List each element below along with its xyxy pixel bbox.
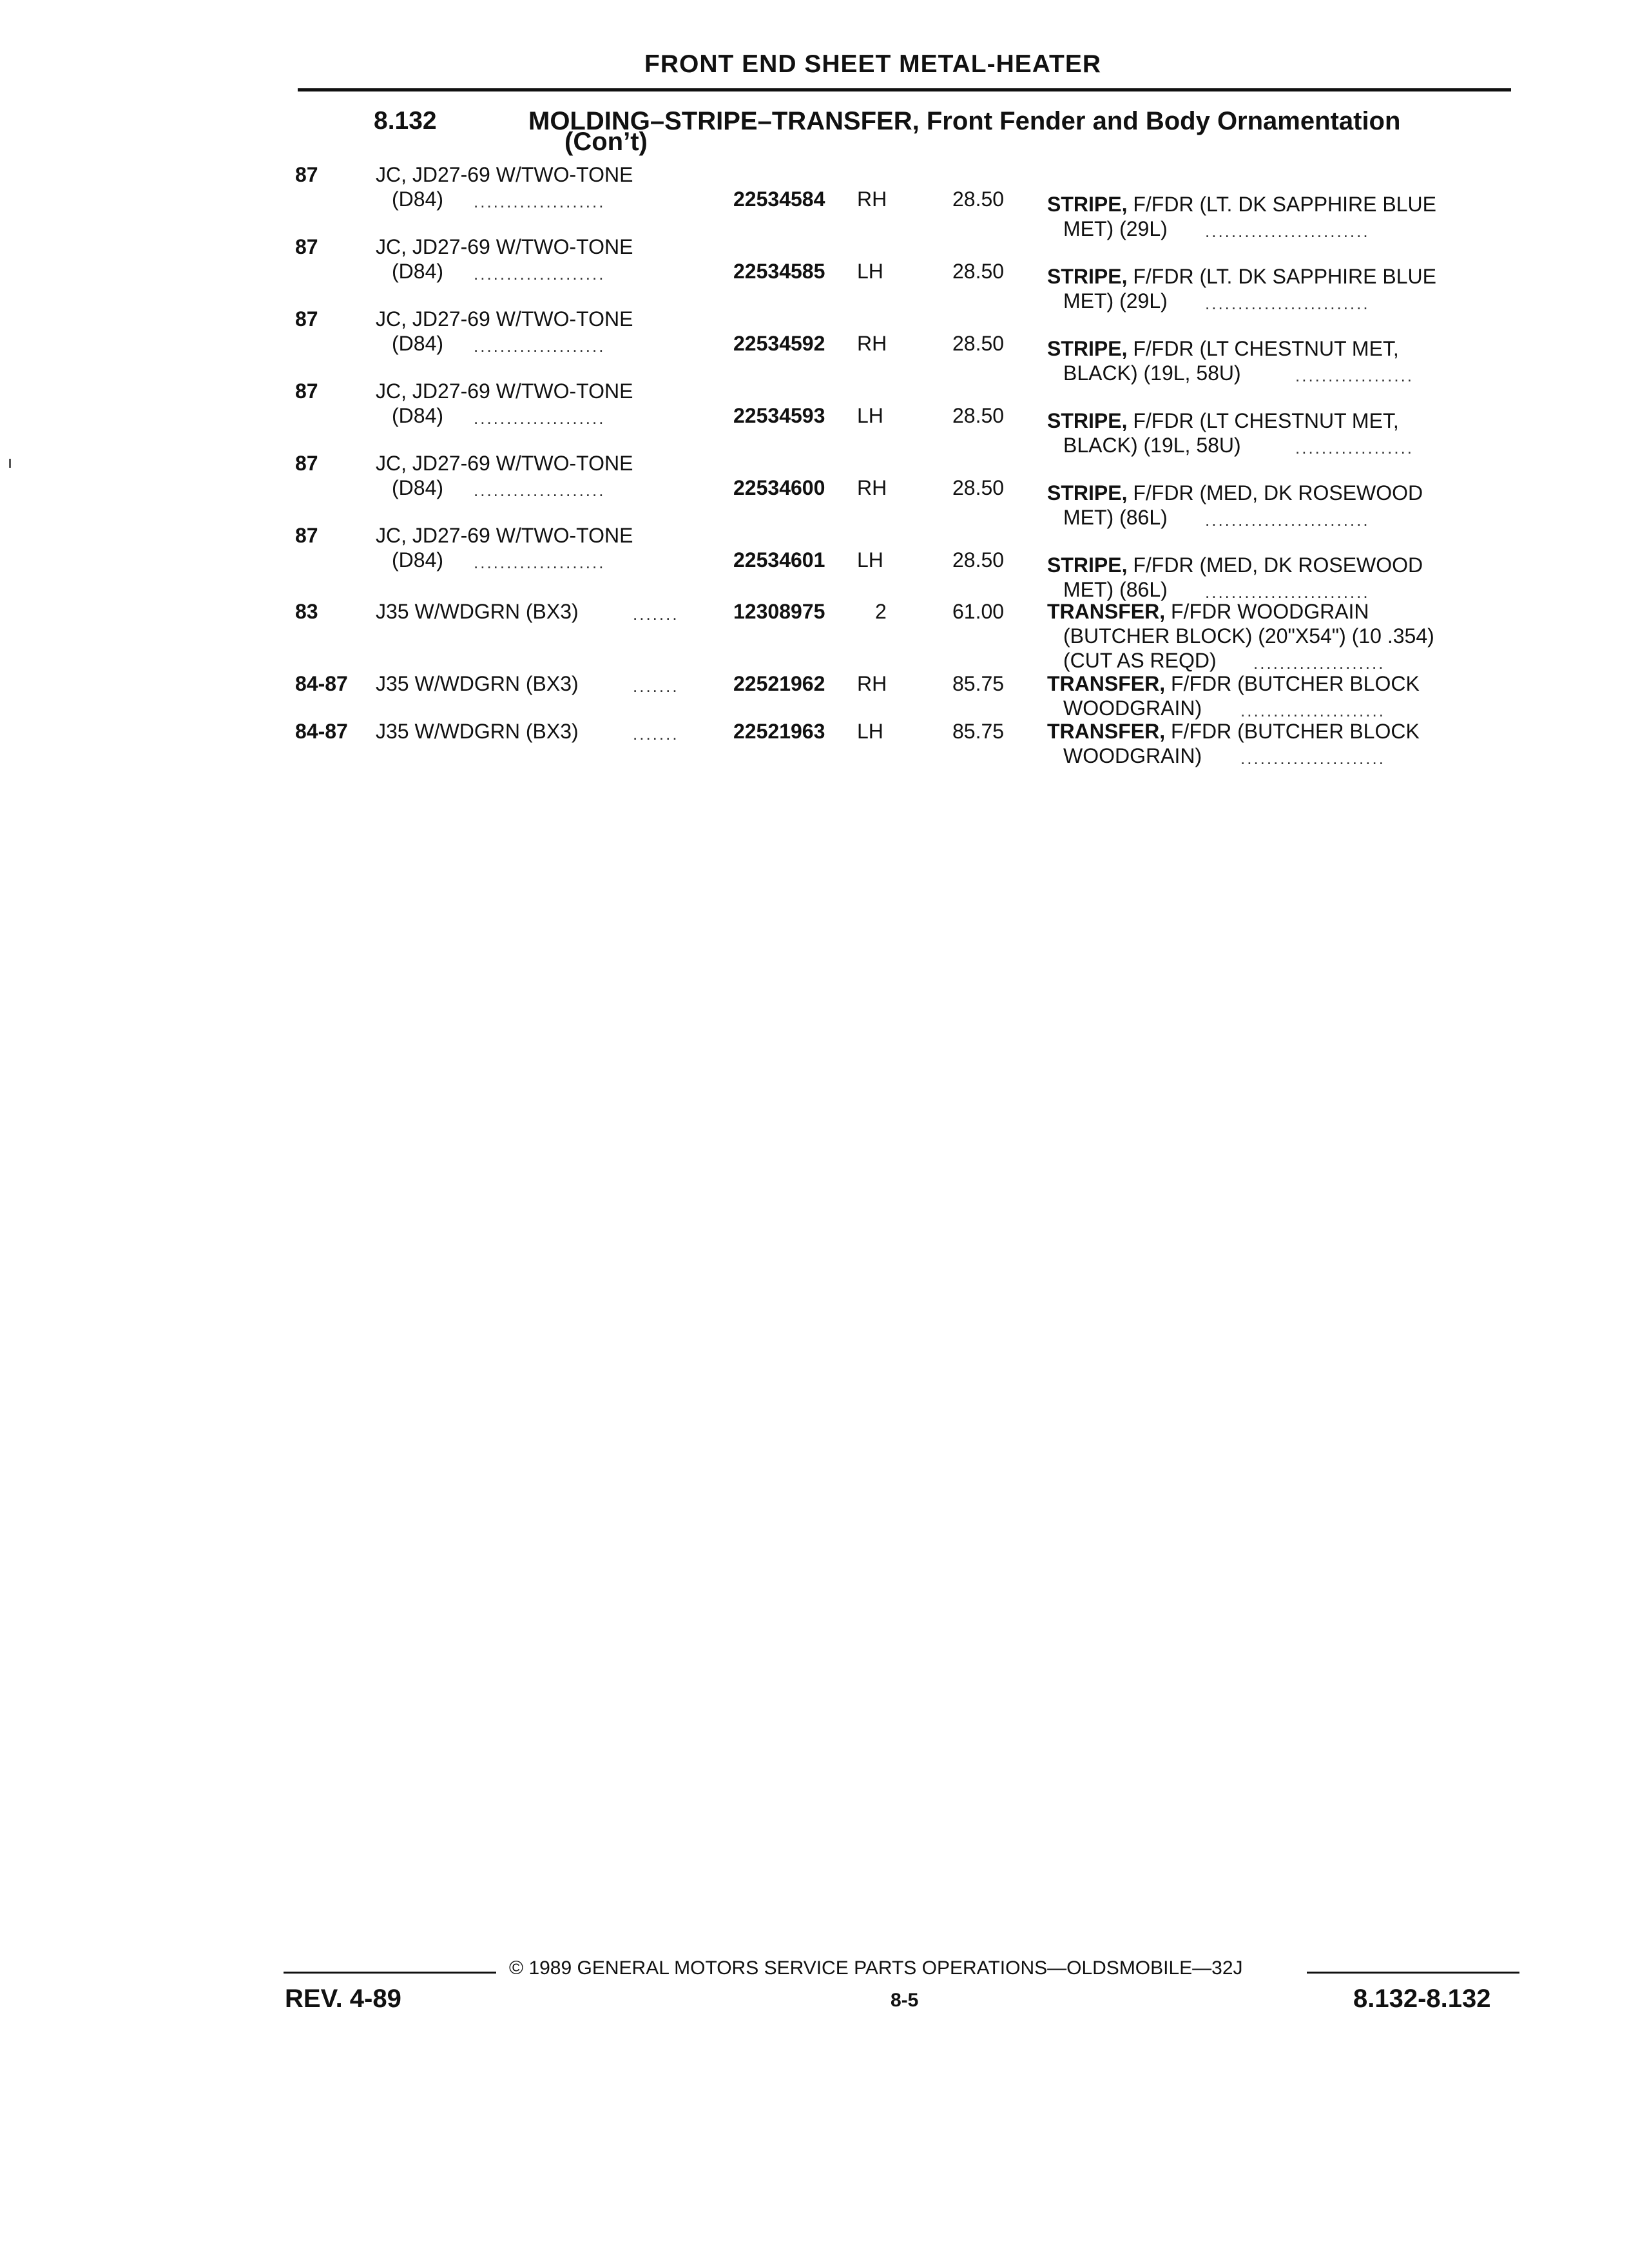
row-model-code: (D84) — [392, 548, 444, 572]
footer-rule-right — [1307, 1972, 1519, 1974]
row-model: J35 W/WDGRN (BX3) — [376, 720, 579, 743]
row-part-number: 22534592 — [733, 332, 825, 355]
row-desc-cont: BLACK) (19L, 58U) — [1063, 434, 1241, 457]
row-desc-cont: WOODGRAIN) — [1063, 744, 1202, 767]
row-desc-keyword: TRANSFER, — [1047, 600, 1166, 623]
row-leader: .................... — [474, 336, 606, 356]
footer-copyright: © 1989 GENERAL MOTORS SERVICE PARTS OPERATIONS—OLDSMOBILE—32J — [509, 1957, 1243, 1979]
row-year: 87 — [295, 452, 318, 475]
row-price: 28.50 — [952, 548, 1005, 572]
row-leader: .................... — [474, 264, 606, 284]
row-model-code: (D84) — [392, 332, 444, 355]
row-desc: F/FDR (BUTCHER BLOCK — [1171, 720, 1420, 743]
row-year: 87 — [295, 163, 318, 186]
row-leader: ....... — [633, 677, 679, 696]
row-part-number: 22534600 — [733, 476, 825, 499]
row-model: JC, JD27-69 W/TWO-TONE — [376, 163, 633, 186]
row-price: 28.50 — [952, 476, 1005, 499]
row-price: 85.75 — [952, 720, 1005, 743]
row-model: JC, JD27-69 W/TWO-TONE — [376, 307, 633, 331]
row-price: 28.50 — [952, 404, 1005, 427]
row-desc-cont: MET) (86L) — [1063, 506, 1168, 529]
row-model-code: (D84) — [392, 476, 444, 499]
row-quantity: LH — [857, 404, 883, 427]
row-desc: F/FDR (MED, DK ROSEWOOD — [1133, 553, 1423, 577]
row-desc-cont: (BUTCHER BLOCK) (20"X54") (10 .354) — [1063, 624, 1434, 648]
row-desc: F/FDR (LT CHESTNUT MET, — [1133, 409, 1399, 432]
row-price: 85.75 — [952, 672, 1005, 695]
row-desc-keyword: STRIPE, — [1047, 337, 1128, 360]
row-desc-keyword: STRIPE, — [1047, 409, 1128, 432]
row-year: 87 — [295, 524, 318, 547]
row-model: JC, JD27-69 W/TWO-TONE — [376, 452, 633, 475]
row-desc-keyword: TRANSFER, — [1047, 672, 1166, 695]
row-part-number: 22534585 — [733, 260, 825, 283]
row-leader: .................... — [474, 481, 606, 500]
row-desc-cont: BLACK) (19L, 58U) — [1063, 361, 1241, 385]
row-desc-note: (CUT AS REQD) — [1063, 649, 1217, 672]
row-quantity: RH — [857, 332, 887, 355]
footer-revision: REV. 4-89 — [285, 1984, 401, 2013]
row-model-code: (D84) — [392, 187, 444, 211]
row-desc-leader: .................. — [1295, 366, 1414, 385]
row-desc-leader: ......................... — [1205, 582, 1370, 602]
section-number: 8.132 — [374, 107, 437, 135]
row-desc-keyword: STRIPE, — [1047, 193, 1128, 216]
row-desc-cont: MET) (29L) — [1063, 217, 1168, 240]
row-desc-leader: ......................... — [1205, 510, 1370, 530]
row-desc-cont: MET) (29L) — [1063, 289, 1168, 312]
row-year: 87 — [295, 307, 318, 331]
row-model-code: (D84) — [392, 260, 444, 283]
row-quantity: RH — [857, 672, 887, 695]
row-model: JC, JD27-69 W/TWO-TONE — [376, 380, 633, 403]
row-part-number: 22534601 — [733, 548, 825, 572]
row-desc-leader: ...................... — [1240, 749, 1385, 768]
row-part-number: 22534584 — [733, 187, 825, 211]
row-desc-leader: ...................... — [1240, 701, 1385, 720]
row-price: 28.50 — [952, 260, 1005, 283]
row-desc-keyword: STRIPE, — [1047, 553, 1128, 577]
row-desc: F/FDR (MED, DK ROSEWOOD — [1133, 481, 1423, 505]
row-desc: F/FDR (LT CHESTNUT MET, — [1133, 337, 1399, 360]
row-model: J35 W/WDGRN (BX3) — [376, 672, 579, 695]
row-desc-keyword: STRIPE, — [1047, 265, 1128, 288]
row-desc-leader: .................... — [1253, 653, 1385, 673]
page-header-title: FRONT END SHEET METAL-HEATER — [644, 50, 1102, 78]
row-price: 28.50 — [952, 332, 1005, 355]
footer-section-range: 8.132-8.132 — [1353, 1984, 1491, 2013]
header-rule — [298, 88, 1511, 91]
row-model: JC, JD27-69 W/TWO-TONE — [376, 524, 633, 547]
row-part-number: 12308975 — [733, 600, 825, 623]
row-quantity: 2 — [875, 600, 887, 623]
row-desc-keyword: STRIPE, — [1047, 481, 1128, 505]
row-desc-leader: .................. — [1295, 438, 1414, 457]
row-quantity: LH — [857, 548, 883, 572]
row-desc: F/FDR WOODGRAIN — [1171, 600, 1369, 623]
row-year: 83 — [295, 600, 318, 623]
row-desc: F/FDR (LT. DK SAPPHIRE BLUE — [1133, 193, 1436, 216]
row-desc: F/FDR (BUTCHER BLOCK — [1171, 672, 1420, 695]
row-desc-leader: ......................... — [1205, 294, 1370, 313]
row-price: 61.00 — [952, 600, 1005, 623]
row-desc-cont: WOODGRAIN) — [1063, 697, 1202, 720]
row-price: 28.50 — [952, 187, 1005, 211]
footer-rule-left — [284, 1972, 496, 1974]
row-quantity: LH — [857, 720, 883, 743]
row-part-number: 22521962 — [733, 672, 825, 695]
row-desc-leader: ......................... — [1205, 222, 1370, 241]
row-year: 87 — [295, 235, 318, 258]
row-leader: ....... — [633, 604, 679, 624]
row-year: 87 — [295, 380, 318, 403]
row-part-number: 22534593 — [733, 404, 825, 427]
row-quantity: RH — [857, 187, 887, 211]
row-model: J35 W/WDGRN (BX3) — [376, 600, 579, 623]
row-leader: .................... — [474, 408, 606, 428]
row-model-code: (D84) — [392, 404, 444, 427]
footer-page-number: 8-5 — [891, 1990, 919, 2011]
section-title: MOLDING–STRIPE–TRANSFER, Front Fender and Body Ornamentation — [528, 107, 1401, 135]
row-quantity: RH — [857, 476, 887, 499]
section-continued: (Con’t) — [564, 128, 648, 156]
row-leader: .................... — [474, 553, 606, 572]
row-desc-keyword: TRANSFER, — [1047, 720, 1166, 743]
row-leader: ....... — [633, 724, 679, 744]
row-desc: F/FDR (LT. DK SAPPHIRE BLUE — [1133, 265, 1436, 288]
row-desc-cont: MET) (86L) — [1063, 578, 1168, 601]
row-leader: .................... — [474, 192, 606, 211]
row-model: JC, JD27-69 W/TWO-TONE — [376, 235, 633, 258]
scan-mark — [9, 459, 11, 468]
row-year: 84-87 — [295, 720, 348, 743]
row-quantity: LH — [857, 260, 883, 283]
row-year: 84-87 — [295, 672, 348, 695]
row-part-number: 22521963 — [733, 720, 825, 743]
